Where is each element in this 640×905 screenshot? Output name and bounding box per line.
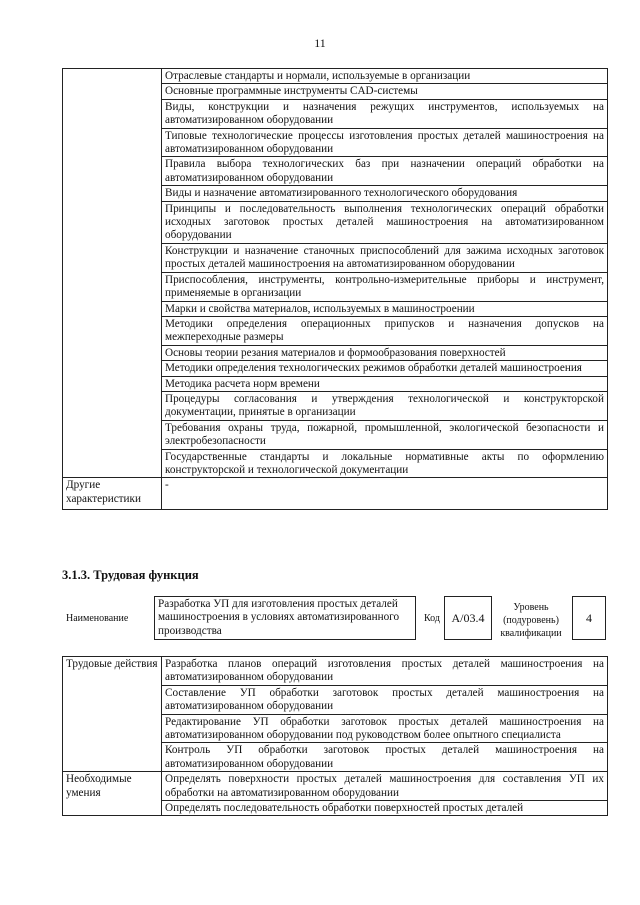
table-row [63, 657, 608, 686]
table-row [63, 478, 608, 510]
knowledge-item: Методики определения технологических режимов обработки деталей машиностроения [162, 361, 608, 376]
knowledge-item: Требования охраны труда, пожарной, промышленной, экологической безопасности и электробезопасности [162, 420, 608, 449]
code-label: Код [424, 613, 440, 624]
labor-action-label: Трудовые действия [63, 657, 162, 772]
knowledge-label-cell [63, 69, 162, 478]
page-number: 11 [314, 36, 326, 50]
knowledge-item: Основные программные инструменты CAD-системы [162, 84, 608, 99]
labor-action-item: Контроль УП обработки заготовок простых деталей машиностроения на автоматизированном оборудовании [162, 743, 608, 772]
other-characteristics-value: - [162, 478, 608, 510]
knowledge-item: Марки и свойства материалов, используемых в машиностроении [162, 301, 608, 316]
required-skill-item: Определять поверхности простых деталей машиностроения для составления УП их обработки на автоматизированном оборудовании [162, 772, 608, 801]
knowledge-table [62, 68, 608, 510]
function-name: Разработка УП для изготовления простых деталей машиностроения в условиях автоматизированного производства [154, 596, 416, 640]
knowledge-item: Конструкции и назначение станочных приспособлений для зажима исходных заготовок простых деталей машиностроения на автоматизированном оборудовании [162, 243, 608, 272]
knowledge-item: Основы теории резания материалов и формообразования поверхностей [162, 345, 608, 360]
required-skill-item: Определять последовательность обработки поверхностей простых деталей [162, 801, 608, 816]
knowledge-item: Виды, конструкции и назначения режущих инструментов, используемых на автоматизированном оборудовании [162, 99, 608, 128]
knowledge-item: Процедуры согласования и утверждения технологической и конструкторской документации, принятые в организации [162, 391, 608, 420]
knowledge-item: Методики определения операционных припусков и назначения допусков на межпереходные размеры [162, 316, 608, 345]
knowledge-item: Правила выбора технологических баз при назначении операций обработки на автоматизированном оборудовании [162, 157, 608, 186]
labor-actions-table [62, 656, 608, 816]
section-title: 3.1.3. Трудовая функция [62, 568, 199, 582]
other-characteristics-label: Другие характеристики [63, 478, 162, 510]
knowledge-item: Типовые технологические процессы изготовления простых деталей машиностроения на автоматизированном оборудовании [162, 128, 608, 157]
labor-action-item: Разработка планов операций изготовления простых деталей машиностроения на автоматизированном оборудовании [162, 657, 608, 686]
knowledge-item: Методика расчета норм времени [162, 376, 608, 391]
knowledge-item: Виды и назначение автоматизированного технологического оборудования [162, 186, 608, 201]
table-row [63, 772, 608, 801]
function-code: А/03.4 [444, 596, 492, 640]
knowledge-item: Государственные стандарты и локальные нормативные акты по оформлению конструкторской и технологической документации [162, 449, 608, 478]
qualification-level: 4 [572, 596, 606, 640]
name-label: Наименование [66, 613, 129, 624]
knowledge-item: Отраслевые стандарты и нормали, используемые в организации [162, 69, 608, 84]
knowledge-item: Приспособления, инструменты, контрольно-измерительные приборы и инструмент, применяемые в организации [162, 272, 608, 301]
knowledge-item: Принципы и последовательность выполнения технологических операций обработки исходных заготовок простых деталей машиностроения на автоматизированном оборудовании [162, 201, 608, 243]
labor-action-item: Составление УП обработки заготовок простых деталей машиностроения на автоматизированном оборудовании [162, 685, 608, 714]
required-skill-label: Необходимые умения [63, 772, 162, 816]
qualification-level-label: Уровень (подуровень) квалификации [500, 602, 562, 639]
table-row [63, 69, 608, 84]
labor-action-item: Редактирование УП обработки заготовок простых деталей машиностроения на автоматизированном оборудовании под руководством более опытного специалиста [162, 714, 608, 743]
